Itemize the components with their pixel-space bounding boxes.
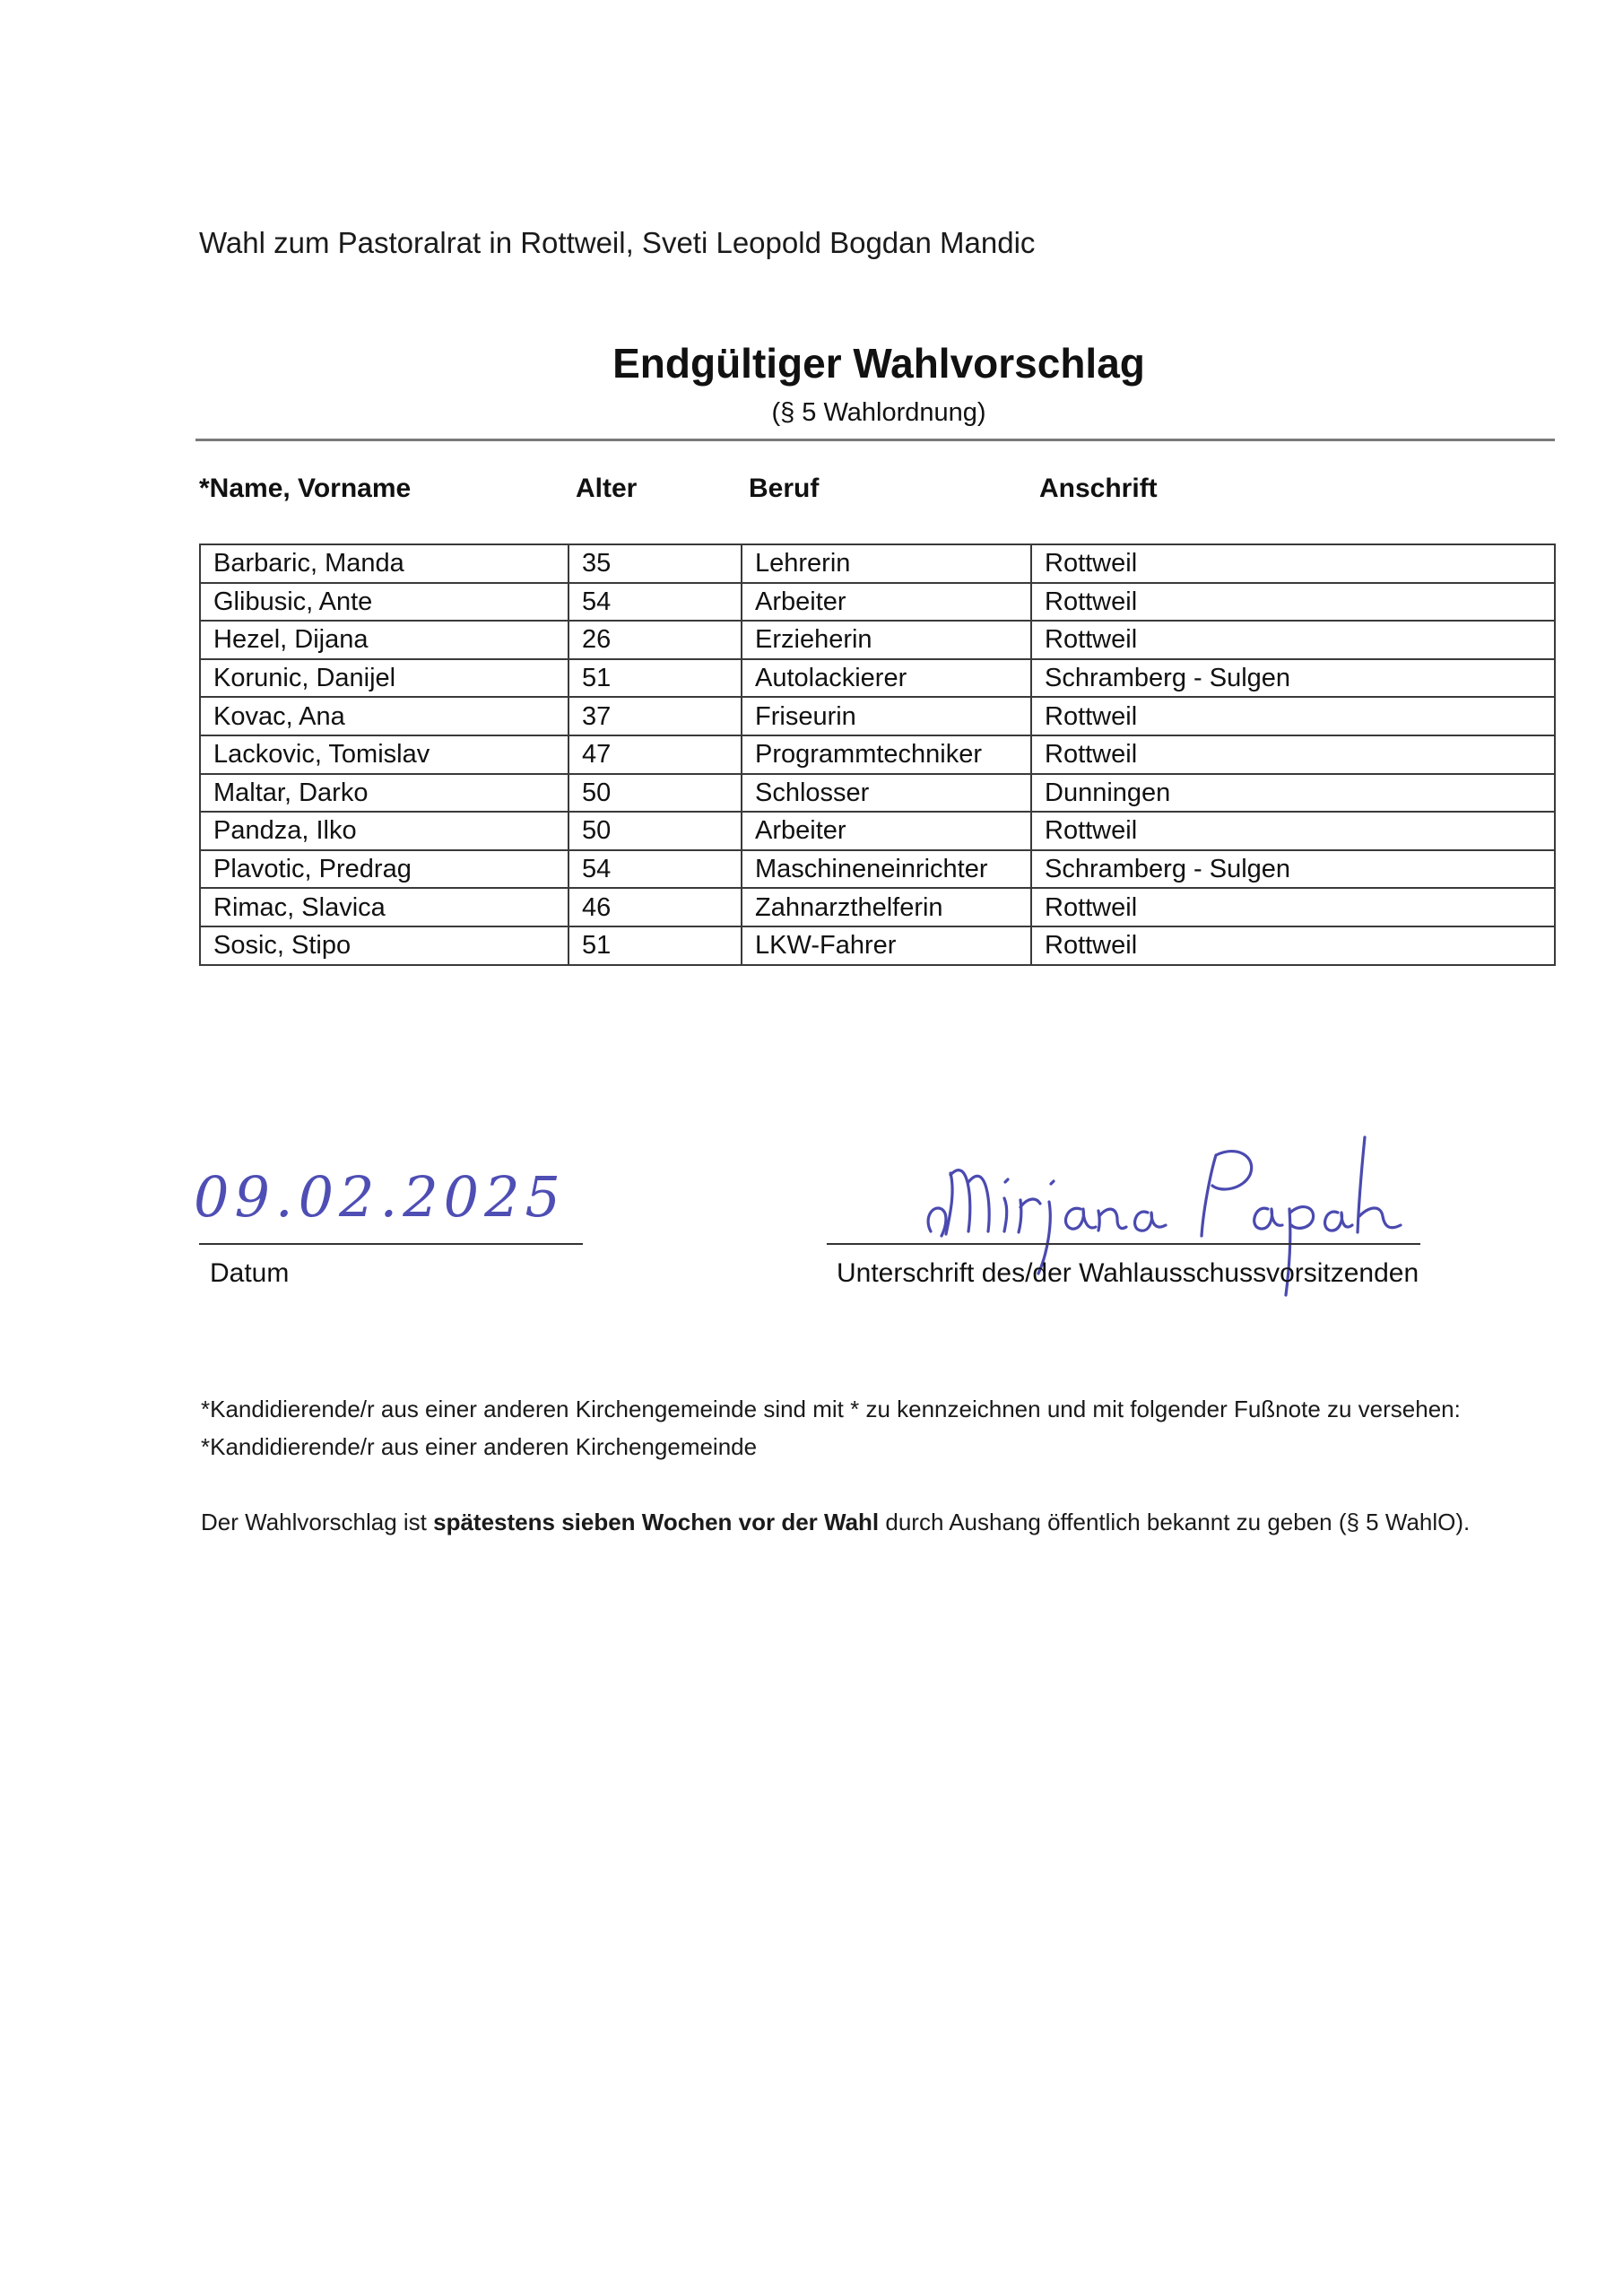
candidate-name: Sosic, Stipo [200, 926, 568, 965]
candidate-address: Rottweil [1031, 621, 1555, 659]
candidate-job: Lehrerin [742, 544, 1031, 583]
column-header-job: Beruf [749, 474, 820, 503]
candidate-address: Schramberg - Sulgen [1031, 659, 1555, 698]
document-title: Endgültiger Wahlvorschlag [612, 340, 1145, 387]
notice-text-before: Der Wahlvorschlag ist [201, 1509, 434, 1535]
candidate-job: Zahnarzthelferin [742, 888, 1031, 926]
candidate-address: Rottweil [1031, 583, 1555, 622]
candidate-name: Barbaric, Manda [200, 544, 568, 583]
candidate-age: 26 [568, 621, 742, 659]
table-row [200, 735, 1555, 774]
candidate-job: Maschineneinrichter [742, 850, 1031, 889]
candidate-job: Autolackierer [742, 659, 1031, 698]
candidate-name: Lackovic, Tomislav [200, 735, 568, 774]
candidate-age: 54 [568, 850, 742, 889]
candidate-name: Hezel, Dijana [200, 621, 568, 659]
candidate-address: Schramberg - Sulgen [1031, 850, 1555, 889]
date-label: Datum [210, 1258, 290, 1288]
candidate-age: 50 [568, 774, 742, 813]
candidate-name: Plavotic, Predrag [200, 850, 568, 889]
signature-label: Unterschrift des/der Wahlausschussvorsitzenden [837, 1258, 1419, 1288]
candidates-table [199, 544, 1556, 966]
footnote-text: *Kandidierende/r aus einer anderen Kirchengemeinde [201, 1433, 758, 1460]
table-row [200, 659, 1555, 698]
candidate-address: Rottweil [1031, 735, 1555, 774]
column-header-age: Alter [576, 474, 638, 503]
candidate-address: Dunningen [1031, 774, 1555, 813]
column-header-address: Anschrift [1039, 474, 1158, 503]
candidate-job: Programmtechniker [742, 735, 1031, 774]
date-line [199, 1243, 583, 1245]
candidate-age: 51 [568, 926, 742, 965]
candidate-age: 37 [568, 697, 742, 735]
notice-text-after: durch Aushang öffentlich bekannt zu geben (§ 5 WahlO). [879, 1509, 1471, 1535]
publication-notice [201, 1509, 1470, 1536]
table-row [200, 888, 1555, 926]
document-subtitle: (§ 5 Wahlordnung) [771, 398, 986, 427]
candidate-address: Rottweil [1031, 888, 1555, 926]
candidate-job: Arbeiter [742, 583, 1031, 622]
table-row [200, 621, 1555, 659]
footnote-instruction: *Kandidierende/r aus einer anderen Kirchengemeinde sind mit * zu kennzeichnen und mit folgender Fußnote zu versehen: [201, 1396, 1461, 1422]
table-row [200, 697, 1555, 735]
candidate-age: 47 [568, 735, 742, 774]
candidate-job: Arbeiter [742, 812, 1031, 850]
candidate-name: Kovac, Ana [200, 697, 568, 735]
candidate-address: Rottweil [1031, 812, 1555, 850]
candidate-job: Erzieherin [742, 621, 1031, 659]
candidate-name: Glibusic, Ante [200, 583, 568, 622]
candidate-name: Pandza, Ilko [200, 812, 568, 850]
table-row [200, 926, 1555, 965]
candidate-address: Rottweil [1031, 926, 1555, 965]
candidate-address: Rottweil [1031, 697, 1555, 735]
divider-rule [195, 439, 1555, 441]
page-header: Wahl zum Pastoralrat in Rottweil, Sveti Leopold Bogdan Mandic [199, 226, 1036, 259]
candidate-name: Rimac, Slavica [200, 888, 568, 926]
candidate-job: Friseurin [742, 697, 1031, 735]
candidate-age: 50 [568, 812, 742, 850]
candidate-address: Rottweil [1031, 544, 1555, 583]
candidate-age: 46 [568, 888, 742, 926]
notice-text-bold: spätestens sieben Wochen vor der Wahl [433, 1509, 880, 1535]
table-row [200, 583, 1555, 622]
signature-line [827, 1243, 1420, 1245]
candidate-age: 54 [568, 583, 742, 622]
table-row [200, 774, 1555, 813]
handwritten-date: 09.02.2025 [194, 1164, 566, 1230]
candidate-name: Maltar, Darko [200, 774, 568, 813]
column-header-name: *Name, Vorname [199, 474, 412, 503]
table-row [200, 544, 1555, 583]
table-row [200, 850, 1555, 889]
candidate-name: Korunic, Danijel [200, 659, 568, 698]
candidate-age: 51 [568, 659, 742, 698]
candidate-job: LKW-Fahrer [742, 926, 1031, 965]
candidate-age: 35 [568, 544, 742, 583]
table-row [200, 812, 1555, 850]
handwritten-signature [906, 1119, 1480, 1326]
candidate-job: Schlosser [742, 774, 1031, 813]
